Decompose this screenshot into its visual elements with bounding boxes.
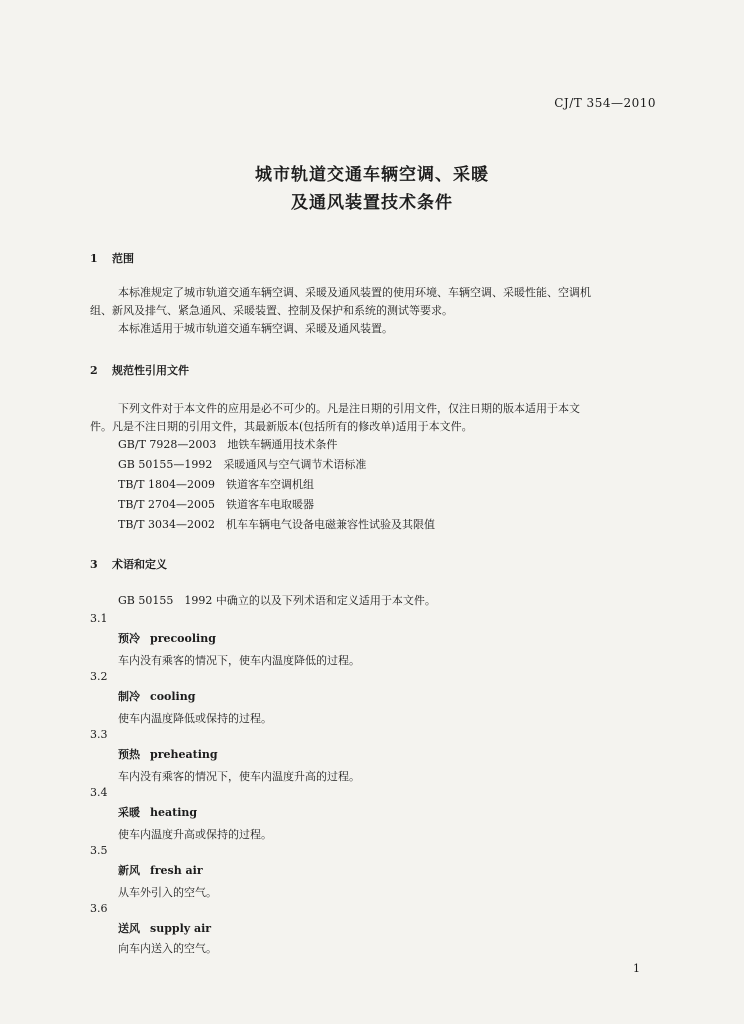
section-title: 范围 [112,252,134,265]
term-number: 3.3 [90,728,108,741]
term-number: 3.2 [90,670,108,683]
term-english: preheating [150,748,218,761]
term-heading [118,746,218,762]
term-definition: 车内没有乘客的情况下，使车内温度降低的过程。 [118,654,360,667]
document-title-line1: 城市轨道交通车辆空调、采暖 [255,165,489,185]
term-number: 3.6 [90,902,108,915]
term-number: 3.5 [90,844,108,857]
term-chinese: 预热 [118,748,140,761]
reference-item: TB/T 1804—2009 铁道客车空调机组 [118,478,314,491]
term-definition: 从车外引入的空气。 [118,886,217,899]
term-heading [118,688,195,704]
term-definition: 车内没有乘客的情况下，使车内温度升高的过程。 [118,770,360,783]
standard-code: CJ/T 354—2010 [554,96,656,110]
term-chinese: 预冷 [118,632,140,645]
scope-paragraph-line2: 组、新风及排气、紧急通风、采暖装置、控制及保护和系统的测试等要求。 [90,304,453,317]
term-english: precooling [150,632,216,645]
scope-applicability: 本标准适用于城市轨道交通车辆空调、采暖及通风装置。 [118,322,393,335]
section-1-heading [90,250,134,266]
term-heading [118,920,211,936]
section-3-heading [90,556,167,572]
term-heading [118,804,197,820]
term-heading [118,862,203,878]
term-definition: 使车内温度降低或保持的过程。 [118,712,272,725]
term-number: 3.1 [90,612,108,625]
scope-paragraph-line1: 本标准规定了城市轨道交通车辆空调、采暖及通风装置的使用环境、车辆空调、采暖性能、空调机 [118,286,591,299]
reference-item: TB/T 2704—2005 铁道客车电取暖器 [118,498,314,511]
term-chinese: 制冷 [118,690,140,703]
section-title: 规范性引用文件 [112,364,189,377]
term-english: fresh air [150,864,203,877]
section-number: 2 [90,364,98,377]
term-number: 3.4 [90,786,108,799]
reference-item: GB 50155—1992 采暖通风与空气调节术语标准 [118,458,367,471]
document-title-line2: 及通风装置技术条件 [291,193,453,213]
section-2-heading [90,362,189,378]
reference-item: TB/T 3034—2002 机车车辆电气设备电磁兼容性试验及其限值 [118,518,435,531]
term-definition: 向车内送入的空气。 [118,942,217,955]
term-english: supply air [150,922,212,935]
term-definition: 使车内温度升高或保持的过程。 [118,828,272,841]
section-number: 1 [90,252,98,265]
section-number: 3 [90,558,98,571]
references-paragraph-line1: 下列文件对于本文件的应用是必不可少的。凡是注日期的引用文件，仅注日期的版本适用于本文 [118,402,580,415]
reference-item: GB/T 7928—2003 地铁车辆通用技术条件 [118,438,338,451]
page-number: 1 [633,962,640,975]
term-english: cooling [150,690,196,703]
term-english: heating [150,806,198,819]
term-chinese: 送风 [118,922,140,935]
term-chinese: 采暖 [118,806,140,819]
term-chinese: 新风 [118,864,140,877]
terms-intro: GB 50155 1992 中确立的以及下列术语和定义适用于本文件。 [118,594,436,607]
term-heading [118,630,216,646]
section-title: 术语和定义 [112,558,167,571]
references-paragraph-line2: 件。凡是不注日期的引用文件，其最新版本(包括所有的修改单)适用于本文件。 [90,420,473,433]
